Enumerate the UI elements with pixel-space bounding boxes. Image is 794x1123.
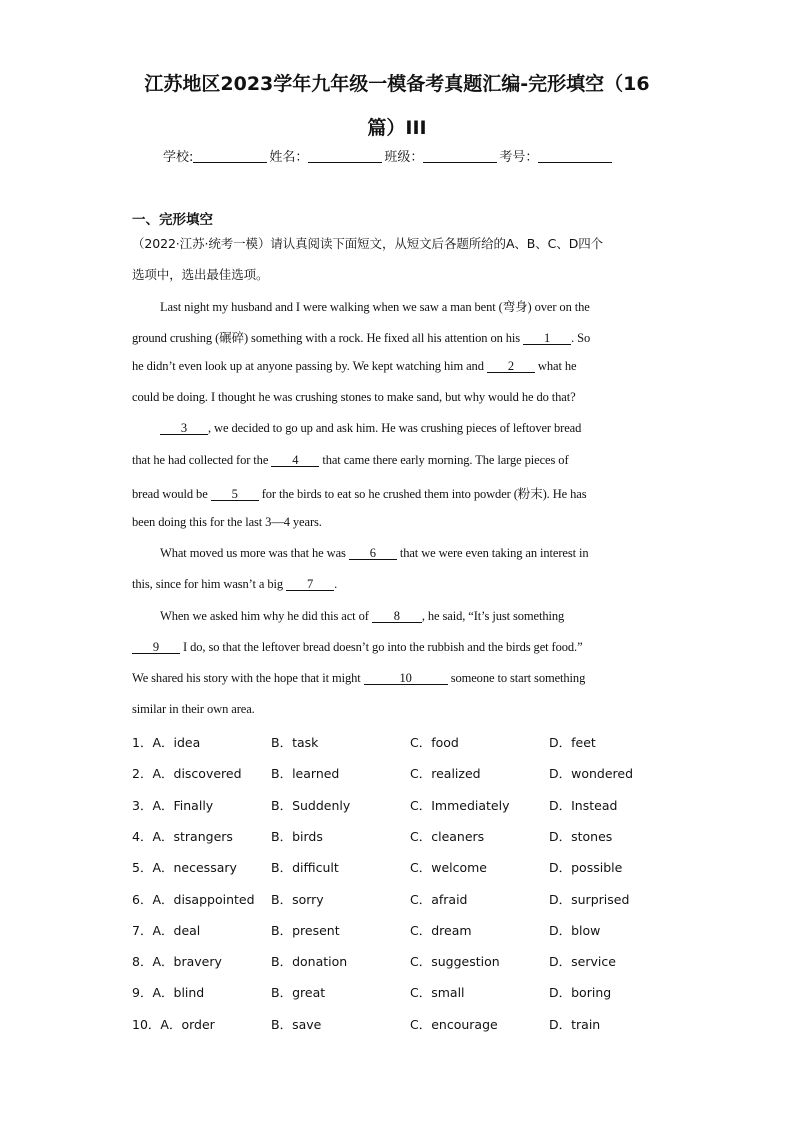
option-row: [132, 796, 692, 812]
blank-7: 7: [286, 578, 334, 591]
option-row: [132, 764, 692, 780]
option-a[interactable]: 10．A．order: [132, 1016, 215, 1032]
option-b[interactable]: B．present: [271, 922, 340, 938]
option-c[interactable]: C．Immediately: [410, 797, 510, 813]
blank-2: 2: [487, 360, 535, 373]
passage-line: [132, 453, 569, 468]
passage-text: that we were even taking an interest in: [396, 546, 589, 560]
blank-5: 5: [211, 488, 259, 501]
option-c[interactable]: C．dream: [410, 922, 472, 938]
intro-line: （2022·江苏·统考一模）请认真阅读下面短文，从短文后各题所给的A、B、C、D四个: [132, 236, 604, 251]
blank-6: 6: [349, 547, 397, 560]
option-c[interactable]: C．suggestion: [410, 954, 500, 970]
passage-text: .: [334, 577, 338, 591]
passage-line: similar in their own area.: [132, 702, 255, 716]
passage-line: Last night my husband and I were walking when we saw a man bent (弯身) over on the: [160, 300, 590, 314]
option-b[interactable]: B．save: [271, 1016, 322, 1032]
option-d[interactable]: D．service: [549, 954, 616, 970]
passage-line: [132, 359, 576, 374]
option-a[interactable]: 1．A．idea: [132, 735, 201, 750]
passage-text: what he: [534, 359, 577, 373]
option-a[interactable]: 7．A．deal: [132, 922, 201, 938]
option-c[interactable]: C．afraid: [410, 891, 468, 907]
option-b[interactable]: B．birds: [271, 828, 323, 844]
passage-line: [132, 484, 586, 502]
document-title-line-1: 江苏地区2023学年九年级一模备考真题汇编-完形填空（16: [144, 73, 650, 95]
blank-8: 8: [372, 610, 422, 623]
option-c[interactable]: C．cleaners: [410, 828, 485, 844]
option-row: [132, 1015, 692, 1031]
option-row: [132, 983, 692, 999]
passage-line: [132, 671, 585, 686]
option-d[interactable]: D．Instead: [549, 797, 618, 813]
option-b[interactable]: B．difficult: [271, 860, 339, 876]
passage-line: [160, 609, 564, 624]
passage-line: [160, 421, 581, 436]
option-c[interactable]: C．food: [410, 735, 459, 750]
option-b[interactable]: B．Suddenly: [271, 797, 351, 813]
number-label: 考号：: [499, 150, 539, 165]
passage-text: When we asked him why he did this act of: [160, 609, 372, 623]
blank-1: 1: [523, 332, 571, 345]
option-a[interactable]: 8．A．bravery: [132, 954, 222, 970]
passage-line: [160, 546, 589, 561]
passage-text: I do, so that the leftover bread doesn’t go into the rubbish and the birds get food.”: [180, 640, 583, 654]
class-blank[interactable]: [423, 149, 497, 163]
passage-text: this, since for him wasn’t a big: [132, 577, 287, 591]
passage-text: What moved us more was that he was: [160, 546, 349, 560]
option-row: [132, 921, 692, 937]
name-blank[interactable]: [308, 149, 382, 163]
option-d[interactable]: D．blow: [549, 922, 601, 938]
document-title-line-2: 篇）III: [367, 117, 427, 139]
option-row: [132, 733, 692, 749]
intro-line: 选项中，选出最佳选项。: [132, 267, 269, 282]
passage-text: ground crushing (碾碎) something with a rock. He fixed all his attention on his: [132, 331, 524, 345]
option-a[interactable]: 6．A．disappointed: [132, 891, 255, 907]
option-b[interactable]: B．learned: [271, 766, 340, 782]
passage-line: could be doing. I thought he was crushing stones to make sand, but why would he do that?: [132, 390, 576, 404]
passage-text: for the birds to eat so he crushed them into powder (粉末). He has: [258, 487, 587, 501]
name-label: 姓名：: [269, 150, 309, 165]
passage-text: bread would be: [132, 487, 211, 501]
class-label: 班级：: [384, 150, 424, 165]
number-blank[interactable]: [538, 149, 612, 163]
blank-4: 4: [271, 454, 319, 467]
option-a[interactable]: 4．A．strangers: [132, 828, 233, 844]
option-a[interactable]: 3．A．Finally: [132, 797, 214, 813]
option-row: [132, 827, 692, 843]
school-label: 学校:: [163, 150, 194, 165]
passage-text: , we decided to go up and ask him. He was crushing pieces of leftover bread: [208, 421, 582, 435]
option-a[interactable]: 2．A．discovered: [132, 766, 242, 782]
passage-text: , he said, “It’s just something: [421, 609, 565, 623]
option-b[interactable]: B．great: [271, 985, 326, 1001]
passage-text: he didn’t even look up at anyone passing by. We kept watching him and: [132, 359, 487, 373]
option-d[interactable]: D．boring: [549, 985, 612, 1001]
option-d[interactable]: D．surprised: [549, 891, 630, 907]
option-a[interactable]: 5．A．necessary: [132, 860, 237, 876]
passage-text: someone to start something: [447, 671, 586, 685]
passage-line: been doing this for the last 3—4 years.: [132, 515, 322, 529]
passage-text: . So: [571, 331, 591, 345]
student-info-line: [163, 146, 614, 165]
blank-3: 3: [160, 422, 208, 435]
option-row: [132, 890, 692, 906]
school-blank[interactable]: [193, 149, 267, 163]
option-d[interactable]: D．train: [549, 1016, 601, 1032]
option-c[interactable]: C．realized: [410, 766, 481, 782]
option-d[interactable]: D．feet: [549, 735, 596, 750]
option-b[interactable]: B．donation: [271, 954, 348, 970]
option-b[interactable]: B．task: [271, 735, 319, 750]
option-c[interactable]: C．small: [410, 985, 465, 1001]
option-d[interactable]: D．wondered: [549, 766, 634, 782]
option-row: [132, 952, 692, 968]
blank-10: 10: [364, 672, 448, 685]
option-c[interactable]: C．welcome: [410, 860, 488, 876]
section-heading: 一、完形填空: [132, 212, 213, 228]
passage-line: [132, 640, 583, 655]
blank-9: 9: [132, 641, 180, 654]
passage-line: [132, 577, 337, 592]
option-d[interactable]: D．possible: [549, 860, 623, 876]
passage-text: that came there early morning. The large pieces of: [319, 453, 569, 467]
option-b[interactable]: B．sorry: [271, 891, 324, 907]
option-row: [132, 858, 692, 874]
option-d[interactable]: D．stones: [549, 828, 613, 844]
passage-text: that he had collected for the: [132, 453, 272, 467]
option-a[interactable]: 9．A．blind: [132, 985, 205, 1001]
passage-line: [132, 328, 590, 346]
option-c[interactable]: C．encourage: [410, 1016, 498, 1032]
passage-text: We shared his story with the hope that it might: [132, 671, 364, 685]
